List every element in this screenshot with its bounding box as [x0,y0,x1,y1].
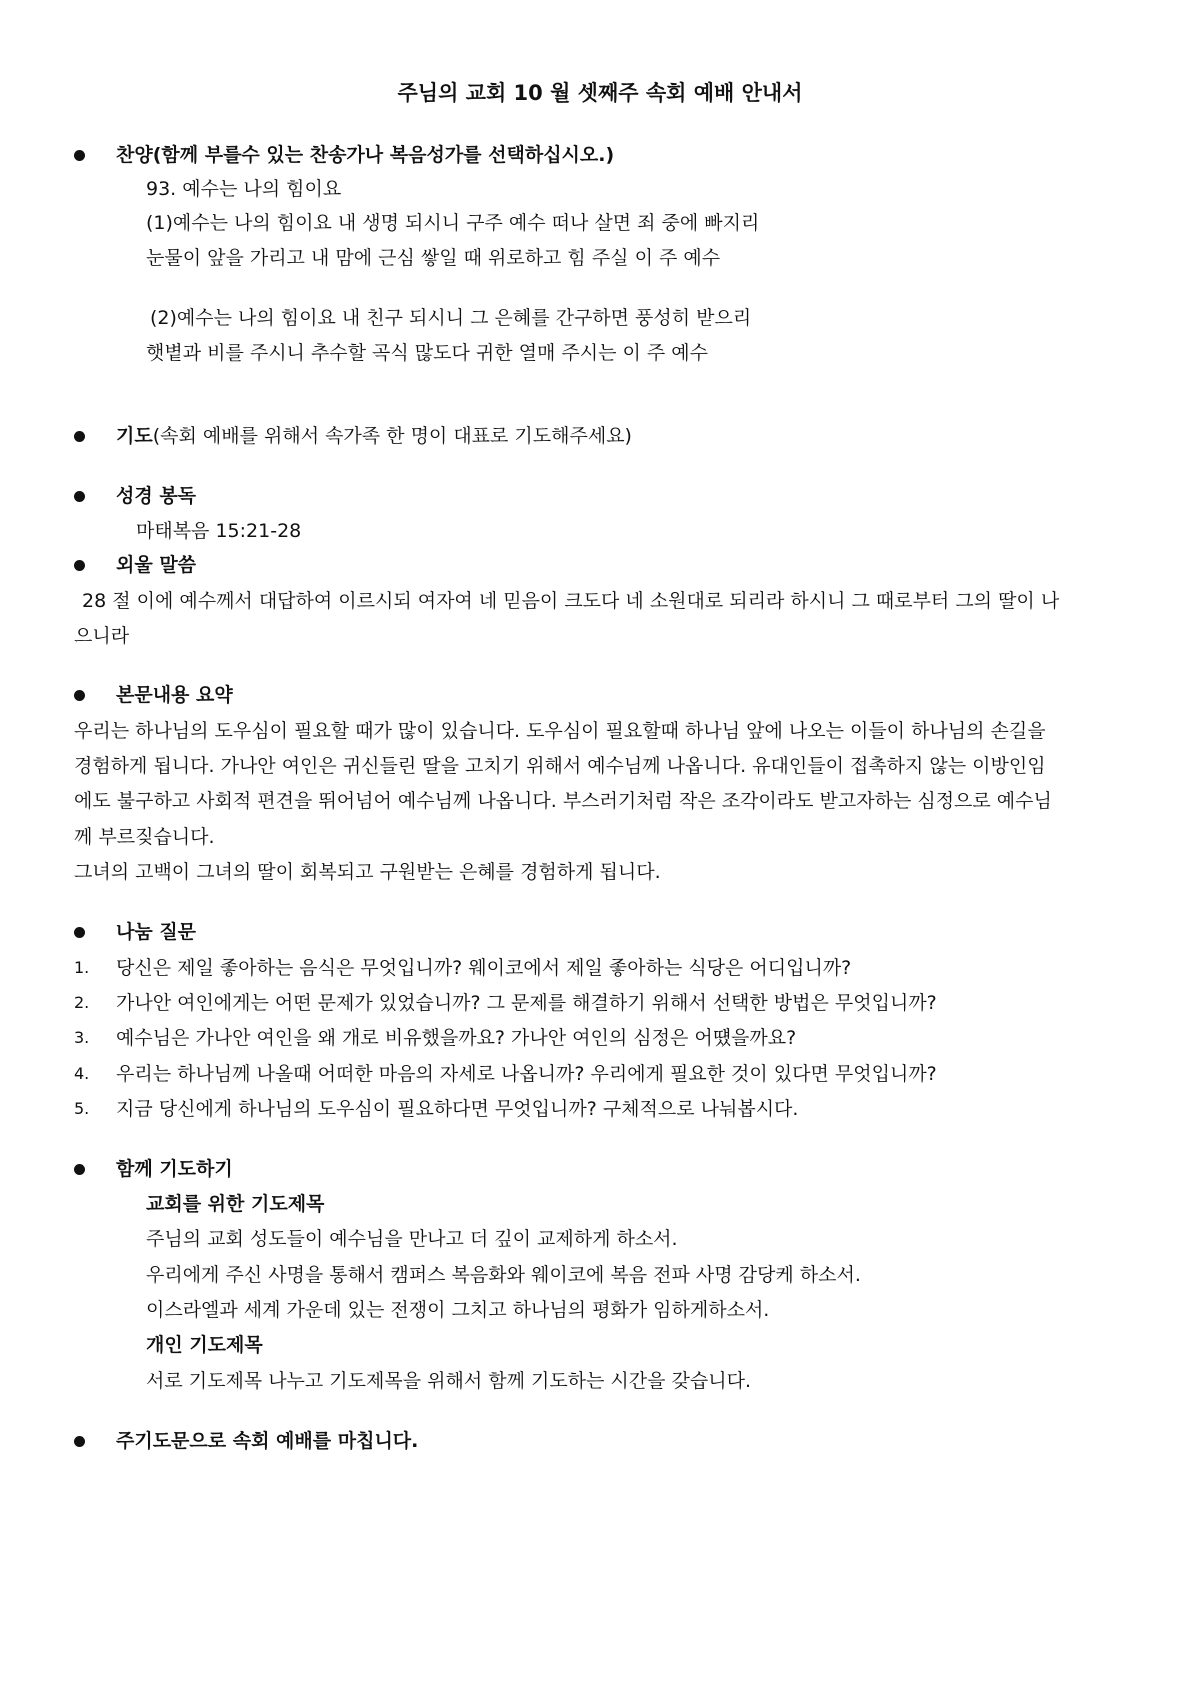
memory-verse-line1: 28 절 이에 예수께서 대답하여 이르시되 여자여 네 믿음이 크도다 네 소원대로 되리라 하시니 그 때로부터 그의 딸이 나 [82,590,1060,612]
question-number: 2. [74,993,90,1012]
bullet-icon [74,431,85,442]
prayer-line [116,423,632,449]
praise-heading: 찬양(함께 부를수 있는 찬송가나 복음성가를 선택하십시오.) [116,144,615,166]
hymn-title: 93. 예수는 나의 힘이요 [146,178,342,200]
question-number: 4. [74,1064,90,1083]
hymn-verse1-line2: 눈물이 앞을 가리고 내 맘에 근심 쌓일 때 위로하고 힘 주실 이 주 예수 [146,247,721,269]
summary-line: 께 부르짖습니다. [74,826,215,848]
church-prayer-item: 주님의 교회 성도들이 예수님을 만나고 더 깊이 교제하게 하소서. [146,1228,678,1250]
church-prayer-heading: 교회를 위한 기도제목 [146,1193,325,1215]
summary-line: 경험하게 됩니다. 가나안 여인은 귀신들린 딸을 고치기 위해서 예수님께 나옵니다. 유대인들이 접촉하지 않는 이방인임 [74,755,1046,777]
bullet-icon [74,1436,85,1447]
personal-prayer-text: 서로 기도제목 나누고 기도제목을 위해서 함께 기도하는 시간을 갖습니다. [146,1370,751,1392]
bullet-icon [74,150,85,161]
question-text: 당신은 제일 좋아하는 음식은 무엇입니까? 웨이코에서 제일 좋아하는 식당은 어디입니까? [116,957,852,979]
question-number: 1. [74,958,90,977]
bullet-icon [74,927,85,938]
question-text: 지금 당신에게 하나님의 도우심이 필요하다면 무엇입니까? 구체적으로 나눠봅시다. [116,1098,799,1120]
memory-verse-line2: 으니라 [74,625,130,647]
hymn-verse2-line2: 햇볕과 비를 주시니 추수할 곡식 많도다 귀한 열매 주시는 이 주 예수 [146,342,708,364]
question-text: 가나안 여인에게는 어떤 문제가 있었습니까? 그 문제를 해결하기 위해서 선택한 방법은 무엇입니까? [116,992,937,1014]
summary-heading: 본문내용 요약 [116,684,233,706]
summary-line: 에도 불구하고 사회적 편견을 뛰어넘어 예수님께 나옵니다. 부스러기처럼 작은 조각이라도 받고자하는 심정으로 예수님 [74,790,1052,812]
question-text: 예수님은 가나안 여인을 왜 개로 비유했을까요? 가나안 여인의 심정은 어떘을까요? [116,1027,797,1049]
bullet-icon [74,1164,85,1175]
bullet-icon [74,560,85,571]
hymn-verse1-line1: (1)예수는 나의 힘이요 내 생명 되시니 구주 예수 떠나 살면 죄 중에 빠지리 [146,212,760,234]
closing-text: 주기도문으로 속회 예배를 마칩니다. [116,1430,419,1452]
summary-line: 우리는 하나님의 도우심이 필요할 때가 많이 있습니다. 도우심이 필요할때 하나님 앞에 나오는 이들이 하나님의 손길을 [74,720,1046,742]
question-number: 3. [74,1028,90,1047]
question-text: 우리는 하나님께 나올때 어떠한 마음의 자세로 나옵니까? 우리에게 필요한 것이 있다면 무엇입니까? [116,1063,937,1085]
prayer-note: (속회 예배를 위해서 속가족 한 명이 대표로 기도해주세요) [152,425,632,447]
page-title: 주님의 교회 10 월 셋째주 속회 예배 안내서 [397,81,803,105]
scripture-reference: 마태복음 15:21-28 [136,520,302,542]
summary-line: 그녀의 고백이 그녀의 딸이 회복되고 구원받는 은혜를 경험하게 됩니다. [74,861,661,883]
scripture-heading: 성경 봉독 [116,485,197,507]
memory-verse-heading: 외울 말씀 [116,554,197,576]
pray-together-heading: 함께 기도하기 [116,1158,233,1180]
church-prayer-item: 우리에게 주신 사명을 통해서 캠퍼스 복음화와 웨이코에 복음 전파 사명 감당케 하소서. [146,1264,861,1286]
question-number: 5. [74,1099,90,1118]
church-prayer-item: 이스라엘과 세계 가운데 있는 전쟁이 그치고 하나님의 평화가 임하게하소서. [146,1299,770,1321]
prayer-heading: 기도 [116,425,153,447]
hymn-verse2-line1: (2)예수는 나의 힘이요 내 친구 되시니 그 은혜를 간구하면 풍성히 받으리 [150,307,752,329]
personal-prayer-heading: 개인 기도제목 [146,1334,263,1356]
questions-heading: 나눔 질문 [116,921,197,943]
bullet-icon [74,491,85,502]
bullet-icon [74,690,85,701]
